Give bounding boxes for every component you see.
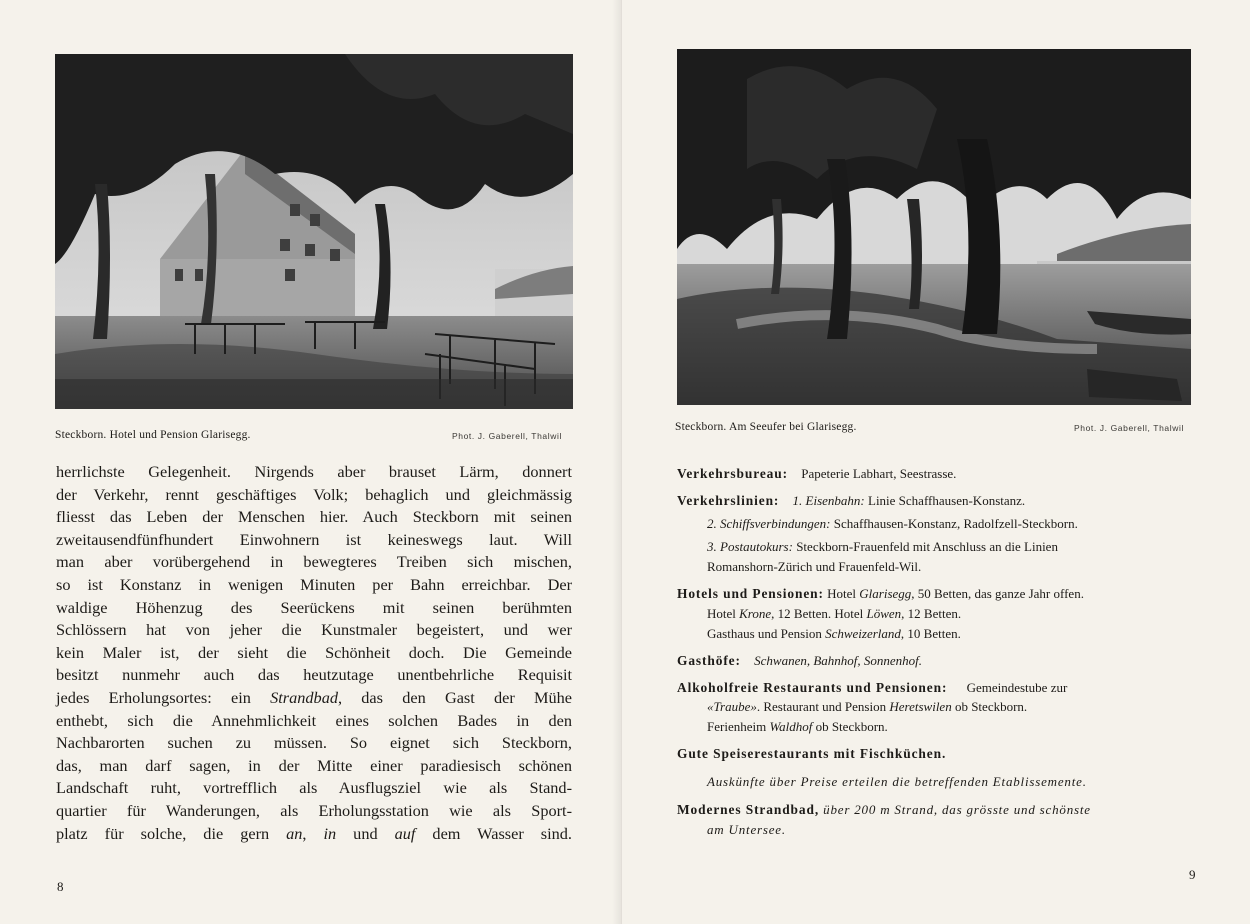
body-line-last [56, 823, 572, 846]
schiff-row [707, 514, 1197, 534]
alkohol-row-2 [707, 697, 1197, 717]
text-run: , 50 Betten, das ganze Jahr offen. [911, 586, 1084, 601]
strandbad-cont-row [707, 820, 1197, 840]
text-run: ob Steckborn. [812, 719, 888, 734]
hotel-garden-photo [55, 54, 573, 409]
body-line: zweitausendfünfhundert Einwohnern ist keineswegs laut. Will [56, 529, 572, 549]
hotel-garden-image [55, 54, 573, 409]
strandbad-emphasis: Strandbad [270, 687, 338, 707]
schiff-value: Schaffhausen-Konstanz, Radolfzell-Steckborn. [830, 516, 1078, 531]
right-photo-caption: Steckborn. Am Seeufer bei Glarisegg. [675, 421, 857, 433]
body-line: Schlössern hat von jeher die Kunstmaler begeistert, und wer [56, 620, 572, 640]
body-line: Nachbarorten suchen zu müssen. So eignet sich Steckborn, [56, 733, 572, 753]
gute-row [677, 744, 1197, 764]
hotel-loewen: Löwen [866, 606, 902, 621]
alkohol-row [677, 678, 1197, 698]
body-line: enthebt, sich die Annehmlichkeit eines solchen Bades in den [56, 710, 572, 730]
eisenbahn-label: 1. Eisenbahn: [792, 493, 865, 508]
body-line: Landschaft ruht, vortrefflich als Ausflugsziel wie als Stand- [56, 778, 572, 798]
body-line: besitzt nunmehr auch das heutzutage unentbehrliche Requisit [56, 665, 572, 685]
body-line: kein Maler ist, der sieht die Schönheit doch. Die Gemeinde [56, 642, 572, 662]
left-photo-credit: Phot. J. Gaberell, Thalwil [452, 431, 562, 441]
body-line: der Verkehr, rennt geschäftiges Volk; behaglich und gleichmässig [56, 484, 572, 504]
hotels-label: Hotels und Pensionen: [677, 586, 824, 601]
pension-schweizerland: Schweizerland [825, 626, 901, 641]
gasthoefe-label: Gasthöfe: [677, 653, 741, 668]
strandbad-label: Modernes Strandbad, [677, 802, 820, 817]
schiff-label: 2. Schiffsverbindungen: [707, 516, 831, 531]
postauto-row [707, 537, 1197, 557]
body-line: quartier für Wanderungen, als Erholungsstation wie als Sport- [56, 800, 572, 820]
body-line: fliesst das Leben der Menschen hier. Auch Steckborn mit seinen [56, 507, 572, 527]
strandbad-value: über 200 m Strand, das grösste und schönste [819, 802, 1091, 817]
text-run: Hotel [823, 586, 860, 601]
postauto-label: 3. Postautokurs: [707, 539, 793, 554]
verkehrslinien-label: Verkehrslinien: [677, 493, 780, 508]
hotels-row-3 [707, 624, 1197, 644]
text-run: dem Wasser sind. [415, 823, 572, 843]
hotel-glarisegg: Glarisegg [859, 586, 912, 601]
right-photo-credit: Phot. J. Gaberell, Thalwil [1074, 423, 1184, 433]
hotels-row-2 [707, 604, 1197, 624]
body-line: so ist Konstanz in wenigen Minuten per Bahn erreichbar. Der [56, 574, 572, 594]
left-page-number: 8 [57, 879, 64, 894]
postauto-value: Steckborn-Frauenfeld mit Anschluss an die Linien [792, 539, 1058, 554]
gasthoefe-row [677, 651, 1197, 671]
text-run: , 12 Betten. Hotel [771, 606, 867, 621]
text-run: , [302, 823, 324, 843]
auskuenfte-note: Auskünfte über Preise erteilen die betreffenden Etablissemente. [707, 774, 1087, 789]
hotels-row [677, 584, 1197, 604]
body-line: herrlichste Gelegenheit. Nirgends aber brauset Lärm, donnert [56, 462, 572, 481]
body-line: man aber vorübergehend in bewegteres Treiben sich mischen, [56, 552, 572, 572]
verkehrsbureau-row [677, 464, 1197, 484]
auskuenfte-row [707, 772, 1197, 792]
eisenbahn-value: Linie Schaffhausen-Konstanz. [864, 493, 1026, 508]
alkohol-label: Alkoholfreie Restaurants und Pensionen: [677, 680, 948, 695]
verkehrsbureau-value: Papeterie Labhart, Seestrasse. [801, 466, 957, 481]
text-run: platz für solche, die gern [56, 823, 287, 843]
text-run: Gasthaus und Pension [707, 626, 826, 641]
heretswilen: Heretswilen [889, 699, 952, 714]
strandbad-continued: am Untersee. [707, 822, 786, 837]
waldhof: Waldhof [769, 719, 813, 734]
body-line: das, man darf sagen, in der Mitte einer paradiesisch schönen [56, 755, 572, 775]
alkohol-value: Gemeindestube zur [966, 680, 1068, 695]
alkohol-row-3 [707, 717, 1197, 737]
text-run: und [336, 823, 395, 843]
text-run: . Restaurant und Pension [756, 699, 890, 714]
left-photo-caption: Steckborn. Hotel und Pension Glarisegg. [55, 429, 251, 441]
lakeshore-photo [677, 49, 1191, 405]
postauto-cont-row [707, 557, 1197, 577]
verkehrslinien-row [677, 491, 1197, 511]
left-body-text [56, 461, 572, 845]
text-run: , 10 Betten. [900, 626, 961, 641]
postauto-continued: Romanshorn-Zürich und Frauenfeld-Wil. [707, 559, 922, 574]
emphasis-auf: auf [394, 823, 416, 843]
emphasis-an: an [286, 823, 303, 843]
text-run: jedes Erholungsortes: ein [56, 687, 271, 707]
text-run: Ferienheim [707, 719, 770, 734]
text-run: Hotel [707, 606, 740, 621]
right-page-number: 9 [1189, 867, 1196, 882]
strandbad-row [677, 800, 1197, 820]
text-run: ob Steckborn. [951, 699, 1028, 714]
gasthoefe-value: Schwanen, Bahnhof, Sonnenhof. [754, 653, 923, 668]
text-run: , das den Gast der Mühe [337, 687, 573, 707]
traube: «Traube» [707, 699, 757, 714]
body-line-strandbad [56, 687, 572, 710]
emphasis-in: in [323, 823, 337, 843]
body-line: waldige Höhenzug des Seerückens mit seinen berühmten [56, 597, 572, 617]
verkehrsbureau-label: Verkehrsbureau: [677, 466, 788, 481]
left-page [0, 0, 622, 924]
lakeshore-image [677, 49, 1191, 405]
gute-label: Gute Speiserestaurants mit Fischküchen. [677, 746, 947, 761]
hotel-krone: Krone [739, 606, 772, 621]
text-run: , 12 Betten. [901, 606, 962, 621]
